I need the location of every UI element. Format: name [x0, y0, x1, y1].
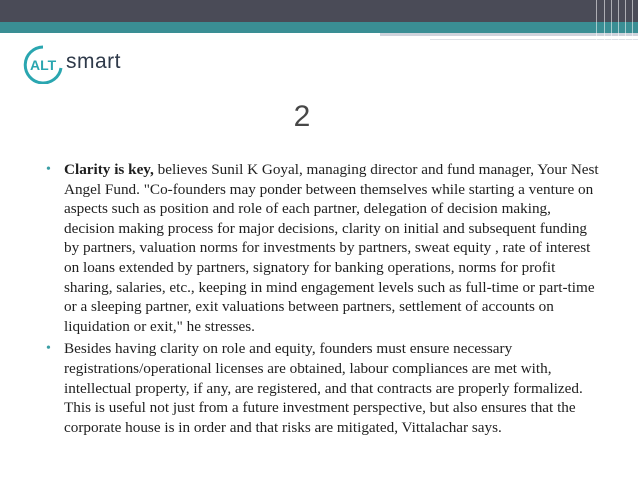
bullet-lead: Clarity is key,	[64, 161, 154, 178]
logo-mark: ALT	[30, 57, 57, 73]
bullet-text: believes Sunil K Goyal, managing director and fund manager, Your Nest Angel Fund. "Co-founders may ponder between themselves while starting a venture on aspects such as position and role of each partner, delegation of decision making, decision making process for major decisions, clarity on initial and subsequent funding by partners, valuation norms for investments by partners, sweat equity , rate of interest on loans extended by partners, signatory for banking operations, norms for profit sharing, salaries, etc., keeping in mind engagement levels such as full-time or part-time or a sleeping partner, exit valuations between partners, settlement of accounts on liquidation or exit," he stresses.	[64, 161, 599, 335]
bullet-dot-icon: •	[46, 341, 51, 357]
bullet-text: Besides having clarity on role and equity, founders must ensure necessary registrations/operational licenses are obtained, labour compliances are met with, intellectual property, if any, are registered, and that contracts are properly formalized. This is useful not just from a future investment perspective, but also ensures that the corporate house is in order and that risks are mitigated, Vittalachar says.	[64, 340, 583, 436]
bullet-item-2	[46, 339, 602, 437]
header-decor-bars	[588, 0, 638, 40]
header-accent-stripe	[0, 22, 638, 33]
slide-number: 2	[293, 100, 311, 133]
bullet-list	[46, 160, 602, 440]
header-band	[0, 0, 638, 22]
bullet-item-1	[46, 160, 602, 336]
logo-text: smart	[66, 50, 121, 73]
bullet-dot-icon: •	[46, 162, 51, 177]
